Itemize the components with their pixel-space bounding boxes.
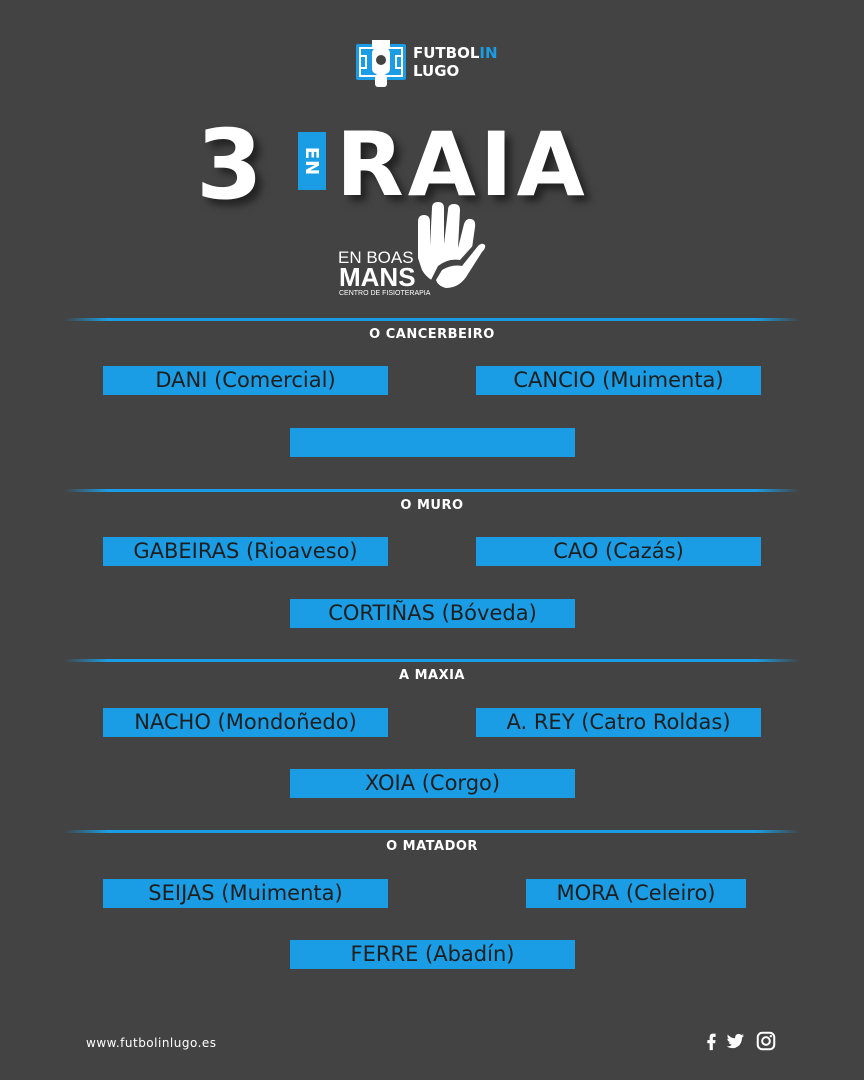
futbolin-player-icon [355,40,407,88]
player-box: SEIJAS (Muimenta) [103,879,388,908]
section-heading-muro: O MURO [400,498,464,513]
section-divider [64,659,800,662]
sponsor-logo [338,200,488,300]
section-heading-maxia: A MAXIA [398,668,465,683]
player-box: GABEIRAS (Rioaveso) [103,537,388,566]
player-box: DANI (Comercial) [103,366,388,395]
brand-name [413,44,498,80]
player-box: FERRE (Abadín) [290,940,575,969]
brand-name-lugo: LUGO [413,62,460,80]
player-box: XOIA (Corgo) [290,769,575,798]
section-divider [64,318,800,321]
title-word: RAIA [336,113,589,216]
brand-logo [355,40,515,88]
title-connector-badge [298,132,326,190]
section-heading-matador: O MATADOR [386,839,478,854]
sponsor-tagline: CENTRO DE FISIOTERAPIA [339,290,431,297]
title-connector: EN [301,146,323,176]
player-box: CANCIO (Muimenta) [476,366,761,395]
section-heading-cancerbeiro: O CANCERBEIRO [369,327,495,342]
brand-name-futbol: FUTBOL [413,44,480,62]
player-box: CAO (Cazás) [476,537,761,566]
sponsor-name-line1: EN BOAS [338,248,414,267]
website-link[interactable]: www.futbolinlugo.es [86,1036,217,1050]
player-box: A. REY (Catro Roldas) [476,708,761,737]
player-box: NACHO (Mondoñedo) [103,708,388,737]
player-box: CORTIÑAS (Bóveda) [290,599,575,628]
section-divider [64,489,800,492]
facebook-icon[interactable] [700,1030,722,1052]
hands-icon [408,200,488,300]
instagram-icon[interactable] [755,1030,777,1052]
brand-name-in: IN [479,44,498,62]
player-box: MORA (Celeiro) [526,879,746,908]
sponsor-name-line2: MANS [339,262,416,292]
section-divider [64,830,800,833]
player-box-empty [290,428,575,457]
twitter-icon[interactable] [724,1030,746,1052]
title-number: 3 [196,109,263,221]
